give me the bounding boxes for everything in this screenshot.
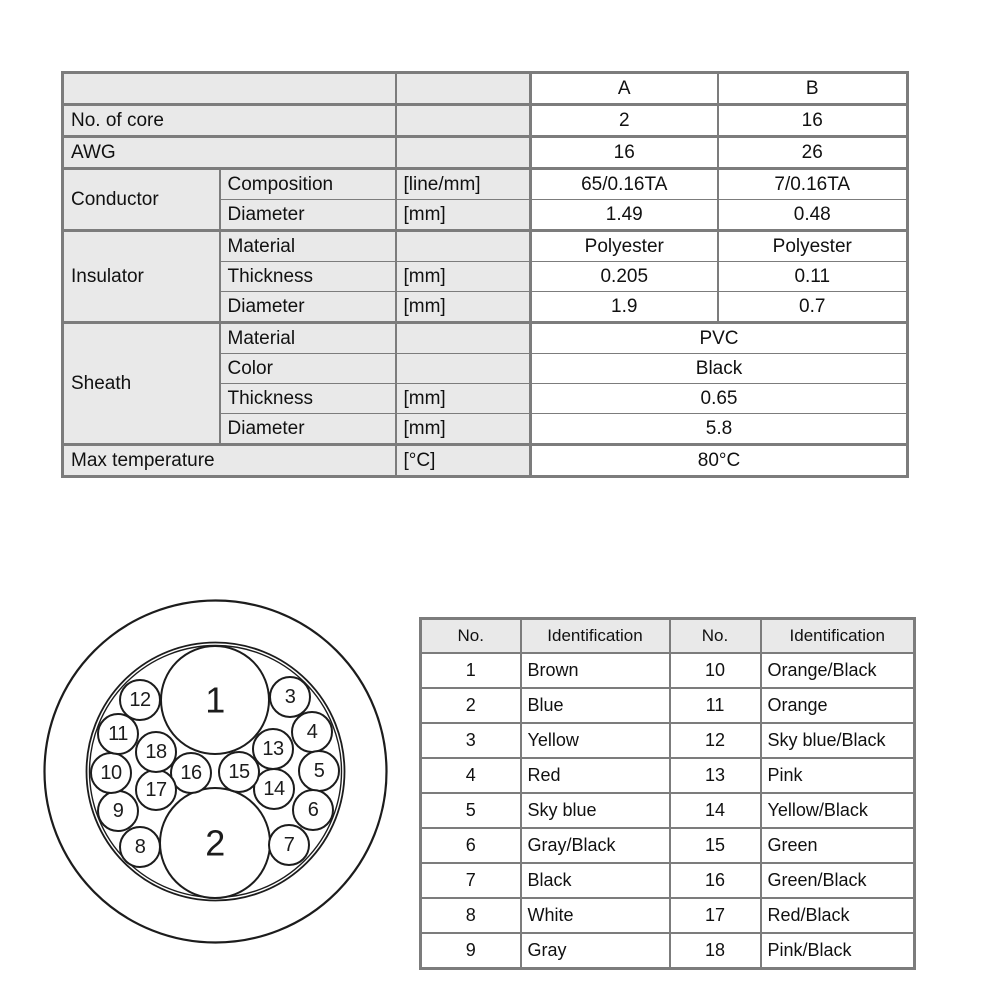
wire-color: Blue	[521, 688, 670, 723]
row-unit: [mm]	[396, 292, 531, 323]
value-b: Polyester	[718, 231, 908, 262]
wire-color: Sky blue/Black	[761, 723, 915, 758]
identification-row	[421, 723, 915, 758]
wire-number: 6	[421, 828, 521, 863]
small-core-label: 6	[307, 799, 319, 821]
small-core-label: 11	[108, 723, 128, 745]
no-of-core-label: No. of core	[63, 105, 396, 137]
value-b: 0.48	[718, 200, 908, 231]
value-ab: PVC	[531, 323, 908, 354]
wire-number: 16	[670, 863, 761, 898]
wire-number: 5	[421, 793, 521, 828]
value-ab: 5.8	[531, 414, 908, 445]
wire-color: White	[521, 898, 670, 933]
awg-b: 26	[718, 137, 908, 169]
row-label: Thickness	[220, 262, 396, 292]
row-label: Color	[220, 354, 396, 384]
wire-number: 17	[670, 898, 761, 933]
wire-color: Yellow	[521, 723, 670, 758]
identification-column-header: Identification	[761, 619, 915, 654]
value-a: Polyester	[531, 231, 718, 262]
identification-row	[421, 793, 915, 828]
wire-color: Orange/Black	[761, 653, 915, 688]
wire-color: Green	[761, 828, 915, 863]
wire-color: Sky blue	[521, 793, 670, 828]
small-core-label: 3	[284, 686, 296, 708]
wire-number: 9	[421, 933, 521, 969]
max-temperature-value: 80°C	[531, 445, 908, 477]
value-b: 0.7	[718, 292, 908, 323]
conductor-group-label: Conductor	[63, 169, 220, 231]
small-core-label: 4	[306, 721, 318, 743]
wire-color: Green/Black	[761, 863, 915, 898]
row-unit: [mm]	[396, 414, 531, 445]
insulator-group-label: Insulator	[63, 231, 220, 323]
no-column-header: No.	[670, 619, 761, 654]
row-label: Material	[220, 323, 396, 354]
identification-row	[421, 653, 915, 688]
max-temperature-label: Max temperature	[63, 445, 396, 477]
wire-number: 12	[670, 723, 761, 758]
wire-number: 2	[421, 688, 521, 723]
column-b-header: B	[718, 73, 908, 105]
identification-row	[421, 863, 915, 898]
row-unit: [mm]	[396, 200, 531, 231]
wire-number: 7	[421, 863, 521, 898]
value-a: 65/0.16TA	[531, 169, 718, 200]
small-core-label: 8	[134, 836, 146, 858]
no-of-core-a: 2	[531, 105, 718, 137]
wire-color: Orange	[761, 688, 915, 723]
value-a: 1.49	[531, 200, 718, 231]
wire-color: Pink/Black	[761, 933, 915, 969]
small-core-label: 16	[180, 762, 202, 784]
small-core-label: 12	[129, 689, 151, 711]
wire-color: Red	[521, 758, 670, 793]
no-of-core-b: 16	[718, 105, 908, 137]
identification-column-header: Identification	[521, 619, 670, 654]
small-core-label: 14	[263, 778, 285, 800]
row-label: Diameter	[220, 200, 396, 231]
identification-row	[421, 758, 915, 793]
wire-color: Red/Black	[761, 898, 915, 933]
wire-number: 11	[670, 688, 761, 723]
value-a: 0.205	[531, 262, 718, 292]
wire-color: Brown	[521, 653, 670, 688]
row-label: Material	[220, 231, 396, 262]
identification-header-row	[421, 619, 915, 654]
small-core-label: 7	[283, 834, 295, 856]
wire-number: 10	[670, 653, 761, 688]
small-core-label: 9	[112, 800, 124, 822]
wire-number: 18	[670, 933, 761, 969]
large-core-label: 2	[205, 822, 225, 864]
awg-label: AWG	[63, 137, 396, 169]
wire-color: Gray	[521, 933, 670, 969]
small-core-label: 18	[145, 741, 167, 763]
value-b: 0.11	[718, 262, 908, 292]
row-unit: [line/mm]	[396, 169, 531, 200]
large-core-label: 1	[205, 679, 225, 721]
wire-number: 13	[670, 758, 761, 793]
max-temperature-unit: [°C]	[396, 445, 531, 477]
value-ab: 0.65	[531, 384, 908, 414]
wire-identification-table	[419, 617, 916, 970]
wire-color: Black	[521, 863, 670, 898]
identification-row	[421, 898, 915, 933]
wire-color: Pink	[761, 758, 915, 793]
wire-number: 14	[670, 793, 761, 828]
small-core-label: 10	[100, 762, 122, 784]
row-unit: [mm]	[396, 262, 531, 292]
small-core-label: 17	[145, 779, 167, 801]
identification-row	[421, 933, 915, 969]
wire-number: 1	[421, 653, 521, 688]
no-column-header: No.	[421, 619, 521, 654]
row-unit: [mm]	[396, 384, 531, 414]
row-label: Thickness	[220, 384, 396, 414]
wire-number: 3	[421, 723, 521, 758]
row-label: Diameter	[220, 414, 396, 445]
small-core-label: 5	[313, 760, 325, 782]
value-a: 1.9	[531, 292, 718, 323]
identification-row	[421, 688, 915, 723]
awg-a: 16	[531, 137, 718, 169]
column-a-header: A	[531, 73, 718, 105]
small-core-label: 13	[262, 738, 284, 760]
value-ab: Black	[531, 354, 908, 384]
row-label: Composition	[220, 169, 396, 200]
sheath-group-label: Sheath	[63, 323, 220, 445]
identification-row	[421, 828, 915, 863]
small-core-label: 15	[228, 761, 250, 783]
wire-number: 4	[421, 758, 521, 793]
wire-number: 15	[670, 828, 761, 863]
value-b: 7/0.16TA	[718, 169, 908, 200]
wire-number: 8	[421, 898, 521, 933]
wire-color: Gray/Black	[521, 828, 670, 863]
wire-color: Yellow/Black	[761, 793, 915, 828]
row-label: Diameter	[220, 292, 396, 323]
